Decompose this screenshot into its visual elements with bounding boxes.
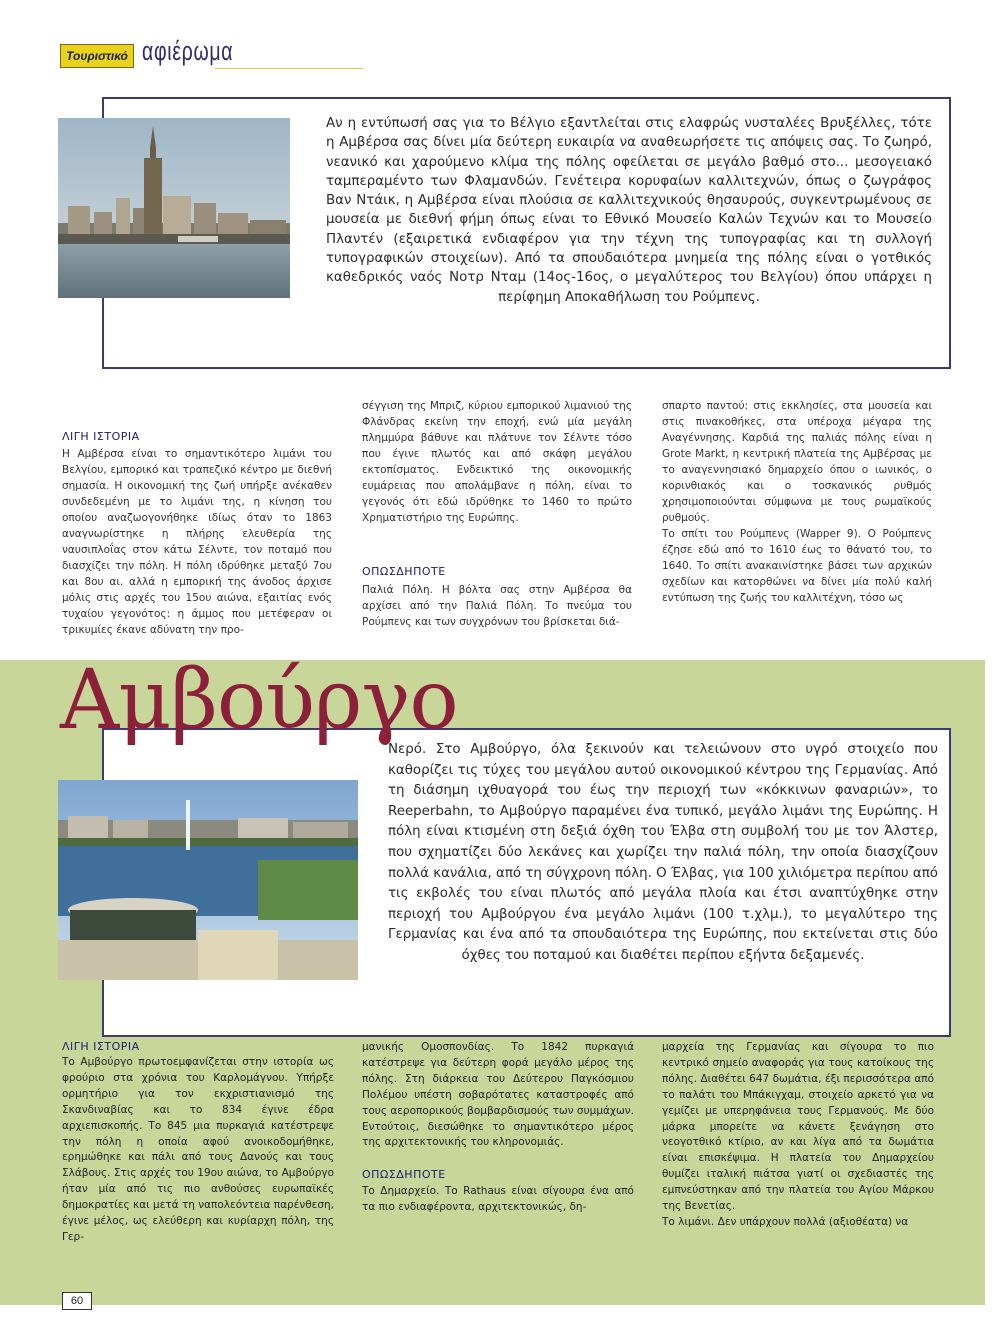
antwerp-column-3: σπαρτο παντού: στις εκκλησίες, στα μουσεία και στις πινακοθήκες, στα υπέροχα μέγαρα της Αναγέννησης. Καρδιά της παλιάς πόλης είναι η Grote Markt, η κεντρική πλατεία της Αμβέρσας με το αναγεννησιακό δημαρχείο όπου ο ιωνικός, ο κορινθιακός και ο τοσκανικός ρυθμός χρησιμοποιούνται σύμφωνα με τους ρωμαϊκούς ρυθμούς. Το σπίτι του Ρούμπενς (Wapper 9). Ο Ρούμπενς έζησε εδώ από το 1610 έως το θάνατό του, το 1640. Το σπίτι ανακαινίστηκε βάσει των αρχικών σχεδίων και κατορθώνει να δίνει μία πολύ καλή εντύπωση της ζωής του καλλιτέχνη, τόσο ως xyxy=(662,400,932,604)
section-tag: Τουριστικό xyxy=(60,44,134,68)
hamburg-title: Αμβούργο xyxy=(60,653,458,748)
antwerp-anyway-heading: ΟΠΩΣΔΗΠΟΤΕ xyxy=(362,565,446,578)
antwerp-column-2: σέγγιση της Μπριζ, κύριου εμπορικού λιμανιού της Φλάνδρας εκείνη την εποχή, ενώ μία μεγάλη πλημμύρα βάθυνε και πλάτυνε τον Σέλντε τόσο που έγινε πλωτός και από σκάφη μεγάλου εκτοπίσματος. Ενδεικτικό της οικονομικής ευμάρειας που απολάμβανε η πόλη, είναι το γεγονός ότι εδώ ιδρύθηκε το 1460 το πρώτο Χρηματιστήριο της Ευρώπης. xyxy=(362,400,632,524)
antwerp-history-heading: ΛΙΓΗ ΙΣΤΟΡΙΑ xyxy=(62,430,140,443)
antwerp-column-2-cont: Παλιά Πόλη. Η βόλτα σας στην Αμβέρσα θα αρχίσει από την Παλιά Πόλη. Το πνεύμα του Ρούμπενς και των συγχρόνων του βρίσκεται διά- xyxy=(362,584,632,628)
hamburg-column-1: Το Αμβούργο πρωτοεμφανίζεται στην ιστορία ως φρούριο στα χρόνια του Καρλομάγνου. Υπήρξε ορμητήριο για τον εκχριστιανισμό της Σκανδιναβίας και το 834 έγινε έδρα αρχιεπισκοπής. Το 845 μια πυρκαγιά κατέστρεψε την πόλη η οποία αφού ανοικοδομήθηκε, ερημώθηκε και πάλι από τους Δανούς και τους Σλάβους. Στις αρχές του 19ου αιώνα, το Αμβούργο ήταν μία από τις πιο ανθούσες ευρωπαϊκές δημοκρατίες και μετά τη ναπολεόντεια παρένθεση, έγινε μέλος, ως ελεύθερη και κυρίαρχη πόλη, της Γερ- xyxy=(62,1056,334,1243)
hamburg-column-3: μαρχεία της Γερμανίας και σίγουρα το πιο κεντρικό σημείο αναφοράς για τους κατοίκους της πόλης. Διαθέτει 647 δωμάτια, έξι περισσότερα από το παλάτι του Μπάκιγχαμ, στοιχείο αρκετό για να γεμίζει με υπερηφάνεια τους Γερμανούς. Με δύο μάρκα μπορείτε να κάνετε ξενάγηση στο νεογοτθικό κτίριο, αν και λίγα από τα δωμάτια είναι επισκέψιμα. Η πλατεία του Δημαρχείου θυμίζει ιταλική πιάτσα γιατί οι σχεδιαστές της εμπνεύστηκαν από την πλατεία του Αγίου Μάρκου της Βενετίας. Το λιμάνι. Δεν υπάρχουν πολλά (αξιοθέατα) να xyxy=(662,1041,934,1228)
antwerp-photo xyxy=(58,118,290,298)
header-rule xyxy=(215,68,363,69)
hamburg-intro-text: Νερό. Στο Αμβούργο, όλα ξεκινούν και τελειώνουν στο υγρό στοιχείο που καθορίζει τις τύχες του μεγάλου αυτού οικονομικού κέντρου της Γερμανίας. Από τη διάσημη ιχθυαγορά του έως την περιοχή των «κόκκινων φαναριών», το Reeperbahn, το Αμβούργο παραμένει ένα τυπικό, μεγάλο λιμάνι της Ευρώπης. Η πόλη είναι κτισμένη στη δεξιά όχθη του Έλβα στη συμβολή του με τον Άλστερ, που σχηματίζει δύο λεκάνες και χωρίζει την παλιά πόλη, την οποία διασχίζουν πολλά κανάλια, από τη σύγχρονη πόλη. Ο Έλβας, για 100 χιλιόμετρα περίπου από τις εκβολές του είναι πλωτός από μεγάλα πλοία και έτσι αναπτύχθηκε στην περιοχή του Αμβούργου ένα μεγάλο λιμάνι (100 τ.χλμ.), το μεγαλύτερο της Γερμανίας και ένα από τα σπουδαιότερα της Ευρώπης, που εκτείνεται στις δύο όχθες του ποταμού και διαθέτει περίπου εξήντα δεξαμενές. xyxy=(388,742,938,963)
section-title: αφιέρωμα xyxy=(142,36,234,66)
hamburg-photo xyxy=(58,780,358,980)
antwerp-column-1: Η Αμβέρσα είναι το σημαντικότερο λιμάνι του Βελγίου, εμπορικό και τραπεζικό κέντρο με διεθνή σημασία. Η οικονομική της ζωή υπήρξε ανέκαθεν συνδεδεμένη με το λιμάνι της, η κίνηση του οποίου αναζωογονήθηκε ιδίως όταν το 1863 αναγνωρίστηκε η πλήρης ελευθερία της ναυσιπλοΐας στον κάτω Σέλντε, τον ποταμό που διασχίζει την πόλη. Η πόλη ιδρύθηκε μεταξύ 7ου και 8ου αι. αλλά η εμπορική της άνοδος άρχισε μόλις στις αρχές του 15ου αιώνα, εξαιτίας ενός τυχαίου γεγονότος: η άμμος που μετέφεραν οι τρικυμίες έκανε αδύνατη την προ- xyxy=(62,448,332,636)
antwerp-intro-text: Αν η εντύπωσή σας για το Βέλγιο εξαντλείται στις ελαφρώς νυσταλέες Βρυξέλλες, τότε η Αμβέρσα σας δίνει μία δεύτερη ευκαιρία να αναθεωρήσετε τις απόψεις σας. Το ζωηρό, νεανικό και χαρούμενο κλίμα της πόλης οφείλεται σε μεγάλο βαθμό στο... μεσογειακό ταμπεραμέντο των Φλαμανδών. Γενέτειρα κορυφαίων καλλιτεχνών, όπως ο ζωγράφος Βαν Ντάικ, η Αμβέρσα είναι πλούσια σε καλλιτεχνικούς θησαυρούς, συγκεντρωμένους σε μουσεία με διεθνή φήμη όπως είναι το Εθνικό Μουσείο Καλών Τεχνών και το Μουσείο Πλαντέν (εξαιρετικά ενδιαφέρον για την τέχνη της τυπογραφίας και τη συλλογή τυπογραφικών στοιχείων). Από τα σπουδαιότερα μνημεία της πόλης είναι ο γοτθικός καθεδρικός ναός Νοτρ Νταμ (14ος-16ος, ο μεγαλύτερος του Βελγίου) όπου υπάρχει η περίφημη Αποκαθήλωση του Ρούμπενς. xyxy=(326,116,932,305)
hamburg-column-2: μανικής Ομοσπονδίας. Το 1842 πυρκαγιά κατέστρεψε για δεύτερη φορά μεγάλο μέρος της πόλης. Στη διάρκεια του Δεύτερου Παγκόσμιου Πολέμου υπέστη σοβαρότατες καταστροφές από τους αεροπορικούς βομβαρδισμούς των συμμάχων. Εντούτοις, διεσώθηκε το σημαντικότερο μέρος της αρχιτεκτονικής του κληρονομιάς. xyxy=(362,1041,634,1149)
hamburg-anyway-heading: ΟΠΩΣΔΗΠΟΤΕ xyxy=(362,1168,446,1181)
hamburg-history-heading: ΛΙΓΗ ΙΣΤΟΡΙΑ xyxy=(62,1040,140,1053)
hamburg-column-2-cont: Το Δημαρχείο. Το Rathaus είναι σίγουρα ένα από τα πιο ενδιαφέροντα, αρχιτεκτονικώς, δη- xyxy=(362,1185,634,1213)
page-number: 60 xyxy=(62,1292,92,1310)
